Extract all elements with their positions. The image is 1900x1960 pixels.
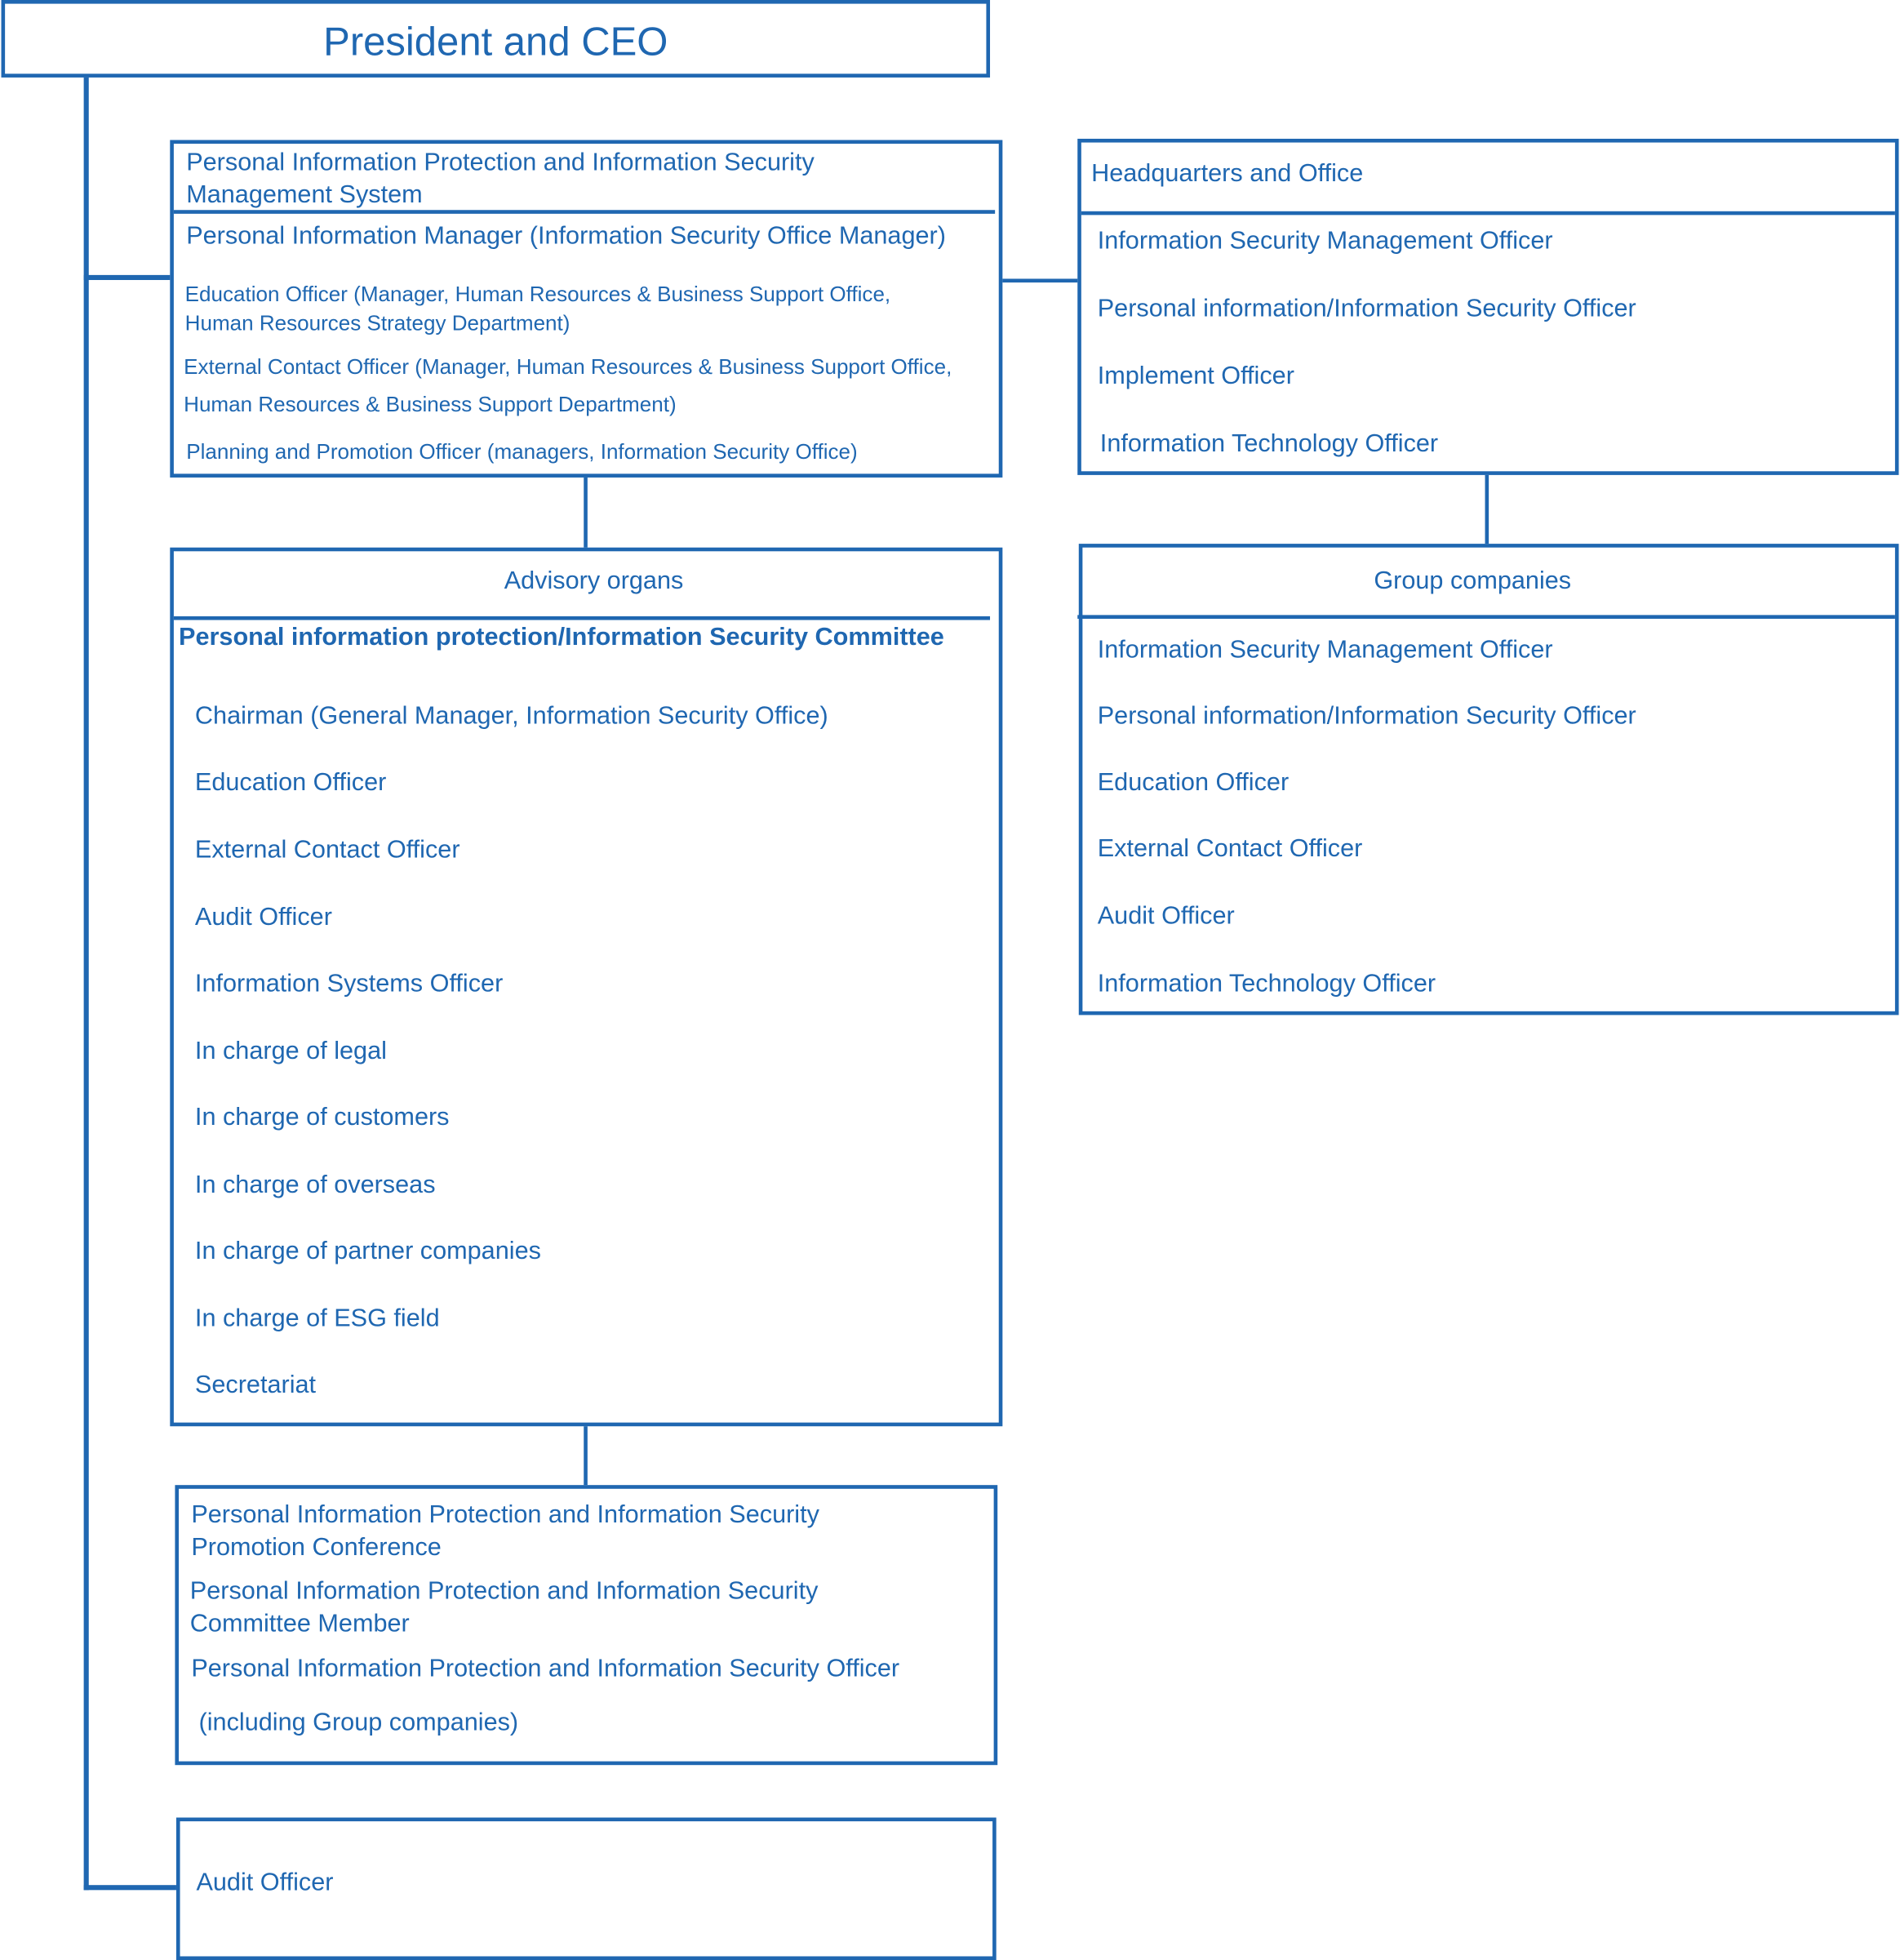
- advisory-title: Advisory organs: [504, 567, 684, 595]
- advisory-item: In charge of overseas: [194, 1171, 436, 1199]
- promotion-conference-title-line1: Personal Information Protection and Information Security: [191, 1501, 819, 1529]
- connector-management-to-advisory: [584, 476, 588, 549]
- group-companies-item: Education Officer: [1097, 768, 1290, 797]
- group-companies-item: Information Security Management Officer: [1097, 636, 1553, 664]
- ceo-title: President and CEO: [323, 18, 668, 64]
- education-officer-line1: Education Officer (Manager, Human Resources & Business Support Office,: [184, 282, 891, 307]
- committee-title: Personal information protection/Information Security Committee: [179, 624, 944, 651]
- headquarters-item: Information Security Management Officer: [1097, 227, 1553, 256]
- committee-member-line1: Personal Information Protection and Information Security: [189, 1577, 819, 1606]
- group-companies-item: Information Technology Officer: [1097, 970, 1436, 998]
- external-contact-officer-line1: External Contact Officer (Manager, Human Resources & Business Support Office,: [184, 354, 952, 379]
- headquarters-title: Headquarters and Office: [1091, 160, 1364, 188]
- advisory-item: In charge of ESG field: [194, 1304, 440, 1333]
- advisory-box: [170, 548, 1002, 1427]
- including-group-companies-note: (including Group companies): [198, 1709, 519, 1736]
- education-officer-line2: Human Resources Strategy Department): [184, 311, 570, 336]
- advisory-item: Information Systems Officer: [194, 970, 504, 998]
- connector-ceo-vertical: [84, 75, 89, 1890]
- connector-management-to-headquarters: [1000, 278, 1078, 282]
- group-companies-item: Personal information/Information Security Officer: [1097, 702, 1636, 731]
- management-system-title-line1: Personal Information Protection and Information Security: [186, 149, 815, 176]
- group-companies-item: Audit Officer: [1097, 902, 1235, 931]
- headquarters-box: [1077, 139, 1898, 475]
- headquarters-item: Information Technology Officer: [1099, 429, 1439, 458]
- connector-to-management-system: [84, 275, 175, 280]
- personal-information-manager: Personal Information Manager (Information Security Office Manager): [186, 222, 946, 251]
- promotion-officer: Personal Information Protection and Information Security Officer: [191, 1655, 900, 1683]
- advisory-divider: [174, 616, 990, 620]
- external-contact-officer-line2: Human Resources & Business Support Department): [184, 392, 677, 416]
- advisory-item: In charge of partner companies: [194, 1237, 541, 1265]
- connector-to-audit-officer: [84, 1885, 179, 1890]
- advisory-item: In charge of customers: [194, 1104, 450, 1131]
- group-companies-item: External Contact Officer: [1097, 834, 1363, 863]
- headquarters-item: Implement Officer: [1097, 362, 1294, 390]
- advisory-item: External Contact Officer: [194, 836, 460, 864]
- connector-advisory-to-promotion: [584, 1425, 588, 1489]
- headquarters-item: Personal information/Information Security Officer: [1097, 295, 1636, 323]
- headquarters-divider: [1081, 211, 1895, 216]
- planning-promotion-officer: Planning and Promotion Officer (managers, Information Security Office): [186, 440, 858, 464]
- audit-officer-box: [176, 1818, 997, 1960]
- audit-officer-label: Audit Officer: [196, 1869, 334, 1896]
- promotion-conference-box: [175, 1485, 997, 1765]
- committee-member-line2: Committee Member: [189, 1610, 410, 1638]
- connector-headquarters-to-group: [1485, 473, 1489, 546]
- advisory-item: Secretariat: [194, 1371, 317, 1399]
- advisory-item: Education Officer: [194, 768, 387, 797]
- group-companies-title: Group companies: [1374, 567, 1572, 595]
- management-system-divider: [174, 210, 995, 214]
- group-companies-divider: [1077, 615, 1895, 619]
- management-system-box: [170, 140, 1002, 478]
- advisory-item: In charge of legal: [194, 1037, 387, 1065]
- advisory-item: Chairman (General Manager, Information Security Office): [194, 702, 828, 731]
- advisory-item: Audit Officer: [194, 904, 332, 931]
- management-system-title-line2: Management System: [186, 181, 423, 209]
- ceo-box: [2, 0, 990, 78]
- promotion-conference-title-line2: Promotion Conference: [191, 1533, 442, 1562]
- group-companies-box: [1079, 544, 1899, 1015]
